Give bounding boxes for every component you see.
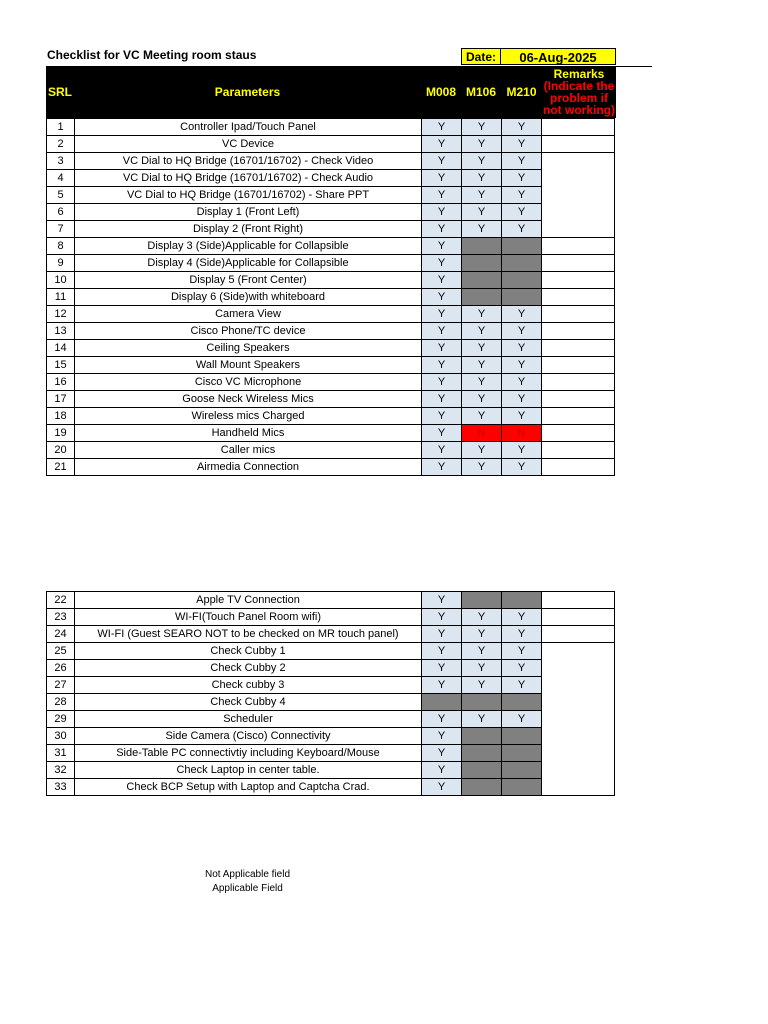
status-cell-m008[interactable]: Y bbox=[422, 272, 462, 289]
table-row bbox=[47, 442, 615, 459]
status-cell-m008[interactable]: Y bbox=[422, 289, 462, 306]
status-cell-m106[interactable]: Y bbox=[462, 153, 502, 170]
row-number-cell: 6 bbox=[47, 204, 75, 221]
parameter-cell: Wireless mics Charged bbox=[75, 408, 422, 425]
column-header-srl bbox=[46, 66, 74, 118]
table-row bbox=[47, 762, 615, 779]
status-cell-m106[interactable]: Y bbox=[462, 323, 502, 340]
status-cell-m008[interactable] bbox=[422, 694, 462, 711]
status-cell-m106[interactable]: Y bbox=[462, 643, 502, 660]
status-cell-m106[interactable]: Y bbox=[462, 357, 502, 374]
row-number-cell: 18 bbox=[47, 408, 75, 425]
status-cell-m210[interactable]: N bbox=[502, 425, 542, 442]
table-row bbox=[47, 170, 615, 187]
legend-not-applicable: Not Applicable field bbox=[204, 869, 291, 880]
table-row bbox=[47, 340, 615, 357]
status-cell-m008[interactable]: Y bbox=[422, 609, 462, 626]
status-cell-m008[interactable]: Y bbox=[422, 357, 462, 374]
parameter-cell: Ceiling Speakers bbox=[75, 340, 422, 357]
row-number-cell: 5 bbox=[47, 187, 75, 204]
status-cell-m106[interactable] bbox=[462, 762, 502, 779]
row-number-cell: 13 bbox=[47, 323, 75, 340]
status-cell-m008[interactable]: Y bbox=[422, 592, 462, 609]
table-row bbox=[47, 592, 615, 609]
status-cell-m008[interactable]: Y bbox=[422, 425, 462, 442]
table-row bbox=[47, 694, 615, 711]
parameter-cell: Check BCP Setup with Laptop and Captcha Crad. bbox=[75, 779, 422, 796]
table-row bbox=[47, 779, 615, 796]
parameter-cell: Caller mics bbox=[75, 442, 422, 459]
parameter-cell: Check Cubby 1 bbox=[75, 643, 422, 660]
parameter-cell: Display 1 (Front Left) bbox=[75, 204, 422, 221]
status-cell-m210[interactable]: Y bbox=[502, 609, 542, 626]
status-cell-m106[interactable] bbox=[462, 728, 502, 745]
column-header-m008-label: M008 bbox=[425, 85, 457, 99]
status-cell-m210[interactable]: Y bbox=[502, 204, 542, 221]
status-cell-m106[interactable]: Y bbox=[462, 374, 502, 391]
remarks-cell[interactable] bbox=[542, 592, 615, 609]
status-cell-m210[interactable] bbox=[502, 238, 542, 255]
row-number-cell: 30 bbox=[47, 728, 75, 745]
table-row bbox=[47, 408, 615, 425]
status-cell-m210[interactable]: Y bbox=[502, 711, 542, 728]
status-cell-m210[interactable]: Y bbox=[502, 643, 542, 660]
table-row bbox=[47, 187, 615, 204]
row-number-cell: 1 bbox=[47, 119, 75, 136]
status-cell-m008[interactable]: Y bbox=[422, 119, 462, 136]
row-number-cell: 33 bbox=[47, 779, 75, 796]
remarks-cell[interactable] bbox=[542, 238, 615, 255]
table-row bbox=[47, 609, 615, 626]
parameter-cell: Cisco VC Microphone bbox=[75, 374, 422, 391]
table-row bbox=[47, 745, 615, 762]
table-row bbox=[47, 255, 615, 272]
row-number-cell: 23 bbox=[47, 609, 75, 626]
status-cell-m106[interactable]: Y bbox=[462, 408, 502, 425]
status-cell-m106[interactable]: N bbox=[462, 425, 502, 442]
parameter-cell: Airmedia Connection bbox=[75, 459, 422, 476]
table-row bbox=[47, 238, 615, 255]
remarks-cell[interactable] bbox=[542, 374, 615, 391]
status-cell-m210[interactable]: Y bbox=[502, 374, 542, 391]
row-number-cell: 10 bbox=[47, 272, 75, 289]
remarks-cell[interactable] bbox=[542, 289, 615, 306]
status-cell-m106[interactable] bbox=[462, 289, 502, 306]
row-number-cell: 7 bbox=[47, 221, 75, 238]
status-cell-m106[interactable] bbox=[462, 255, 502, 272]
remarks-cell[interactable] bbox=[542, 425, 615, 442]
status-cell-m008[interactable]: Y bbox=[422, 323, 462, 340]
table-row bbox=[47, 289, 615, 306]
status-cell-m008[interactable]: Y bbox=[422, 728, 462, 745]
status-cell-m106[interactable]: Y bbox=[462, 187, 502, 204]
table-row bbox=[47, 221, 615, 238]
row-number-cell: 2 bbox=[47, 136, 75, 153]
status-cell-m210[interactable]: Y bbox=[502, 340, 542, 357]
table-row bbox=[47, 425, 615, 442]
column-header-m210-label: M210 bbox=[506, 85, 537, 99]
status-cell-m210[interactable] bbox=[502, 592, 542, 609]
status-cell-m210[interactable] bbox=[502, 289, 542, 306]
remarks-cell[interactable] bbox=[542, 119, 615, 136]
parameter-cell: WI-FI(Touch Panel Room wifi) bbox=[75, 609, 422, 626]
status-cell-m210[interactable]: Y bbox=[502, 136, 542, 153]
table-row bbox=[47, 711, 615, 728]
status-cell-m106[interactable]: Y bbox=[462, 442, 502, 459]
status-cell-m008[interactable]: Y bbox=[422, 153, 462, 170]
status-cell-m210[interactable]: Y bbox=[502, 442, 542, 459]
status-cell-m008[interactable]: Y bbox=[422, 711, 462, 728]
status-cell-m008[interactable]: Y bbox=[422, 170, 462, 187]
row-number-cell: 25 bbox=[47, 643, 75, 660]
column-header-remarks bbox=[542, 66, 616, 118]
status-cell-m106[interactable]: Y bbox=[462, 170, 502, 187]
status-cell-m106[interactable]: Y bbox=[462, 609, 502, 626]
status-cell-m106[interactable]: Y bbox=[462, 306, 502, 323]
parameter-cell: Side Camera (Cisco) Connectivity bbox=[75, 728, 422, 745]
parameter-cell: Camera View bbox=[75, 306, 422, 323]
status-cell-m106[interactable] bbox=[462, 272, 502, 289]
status-cell-m210[interactable]: Y bbox=[502, 119, 542, 136]
status-cell-m008[interactable]: Y bbox=[422, 660, 462, 677]
status-cell-m210[interactable]: Y bbox=[502, 677, 542, 694]
status-cell-m008[interactable]: Y bbox=[422, 643, 462, 660]
parameter-cell: Side-Table PC connectivtiy including Keyboard/Mouse bbox=[75, 745, 422, 762]
status-cell-m008[interactable]: Y bbox=[422, 238, 462, 255]
parameter-cell: Display 5 (Front Center) bbox=[75, 272, 422, 289]
parameter-cell: Display 2 (Front Right) bbox=[75, 221, 422, 238]
table-row bbox=[47, 459, 615, 476]
status-cell-m210[interactable] bbox=[502, 255, 542, 272]
status-cell-m008[interactable]: Y bbox=[422, 442, 462, 459]
row-number-cell: 15 bbox=[47, 357, 75, 374]
status-cell-m008[interactable]: Y bbox=[422, 187, 462, 204]
status-cell-m008[interactable]: Y bbox=[422, 204, 462, 221]
status-cell-m210[interactable]: Y bbox=[502, 357, 542, 374]
column-header-m210 bbox=[501, 66, 542, 118]
remarks-cell[interactable] bbox=[542, 272, 615, 289]
header-rule bbox=[616, 66, 652, 67]
row-number-cell: 9 bbox=[47, 255, 75, 272]
parameter-cell: Check Cubby 2 bbox=[75, 660, 422, 677]
checklist-table-2 bbox=[46, 591, 615, 796]
row-number-cell: 21 bbox=[47, 459, 75, 476]
table-row bbox=[47, 153, 615, 170]
table-row bbox=[47, 728, 615, 745]
remarks-cell[interactable] bbox=[542, 643, 615, 796]
column-header-m106-label: M106 bbox=[465, 85, 497, 99]
table-row bbox=[47, 306, 615, 323]
parameter-cell: VC Dial to HQ Bridge (16701/16702) - Share PPT bbox=[75, 187, 422, 204]
column-header-m008 bbox=[421, 66, 461, 118]
parameter-cell: Scheduler bbox=[75, 711, 422, 728]
table-row bbox=[47, 374, 615, 391]
table-row bbox=[47, 677, 615, 694]
parameter-cell: Controller Ipad/Touch Panel bbox=[75, 119, 422, 136]
table-row bbox=[47, 643, 615, 660]
status-cell-m106[interactable]: Y bbox=[462, 660, 502, 677]
row-number-cell: 16 bbox=[47, 374, 75, 391]
row-number-cell: 8 bbox=[47, 238, 75, 255]
parameter-cell: Display 3 (Side)Applicable for Collapsible bbox=[75, 238, 422, 255]
parameter-cell: Apple TV Connection bbox=[75, 592, 422, 609]
table-row bbox=[47, 391, 615, 408]
sheet-title: Checklist for VC Meeting room staus bbox=[47, 48, 257, 62]
status-cell-m210[interactable] bbox=[502, 779, 542, 796]
parameter-cell: VC Dial to HQ Bridge (16701/16702) - Check Audio bbox=[75, 170, 422, 187]
parameter-cell: VC Dial to HQ Bridge (16701/16702) - Check Video bbox=[75, 153, 422, 170]
column-header-parameters bbox=[74, 66, 421, 118]
table-row bbox=[47, 272, 615, 289]
row-number-cell: 20 bbox=[47, 442, 75, 459]
parameter-cell: Display 4 (Side)Applicable for Collapsible bbox=[75, 255, 422, 272]
status-cell-m008[interactable]: Y bbox=[422, 391, 462, 408]
status-cell-m106[interactable]: Y bbox=[462, 711, 502, 728]
status-cell-m210[interactable]: Y bbox=[502, 170, 542, 187]
status-cell-m210[interactable]: Y bbox=[502, 221, 542, 238]
row-number-cell: 14 bbox=[47, 340, 75, 357]
table-row bbox=[47, 204, 615, 221]
status-cell-m106[interactable] bbox=[462, 694, 502, 711]
status-cell-m210[interactable]: Y bbox=[502, 660, 542, 677]
status-cell-m008[interactable]: Y bbox=[422, 459, 462, 476]
remarks-cell[interactable] bbox=[542, 391, 615, 408]
remarks-cell[interactable] bbox=[542, 340, 615, 357]
remarks-title: Remarks bbox=[553, 67, 605, 81]
status-cell-m008[interactable]: Y bbox=[422, 136, 462, 153]
remarks-cell[interactable] bbox=[542, 609, 615, 626]
status-cell-m008[interactable]: Y bbox=[422, 626, 462, 643]
parameter-cell: Handheld Mics bbox=[75, 425, 422, 442]
table-row bbox=[47, 119, 615, 136]
remarks-cell[interactable] bbox=[542, 306, 615, 323]
status-cell-m210[interactable]: Y bbox=[502, 306, 542, 323]
status-cell-m008[interactable]: Y bbox=[422, 745, 462, 762]
row-number-cell: 32 bbox=[47, 762, 75, 779]
status-cell-m106[interactable]: Y bbox=[462, 626, 502, 643]
status-cell-m210[interactable] bbox=[502, 745, 542, 762]
status-cell-m210[interactable]: Y bbox=[502, 323, 542, 340]
row-number-cell: 22 bbox=[47, 592, 75, 609]
parameter-cell: VC Device bbox=[75, 136, 422, 153]
table-row bbox=[47, 136, 615, 153]
parameter-cell: Cisco Phone/TC device bbox=[75, 323, 422, 340]
row-number-cell: 19 bbox=[47, 425, 75, 442]
status-cell-m106[interactable] bbox=[462, 238, 502, 255]
column-header-m106 bbox=[461, 66, 501, 118]
row-number-cell: 28 bbox=[47, 694, 75, 711]
status-cell-m106[interactable]: Y bbox=[462, 459, 502, 476]
row-number-cell: 17 bbox=[47, 391, 75, 408]
parameter-cell: Display 6 (Side)with whiteboard bbox=[75, 289, 422, 306]
remarks-cell[interactable] bbox=[542, 136, 615, 153]
parameter-cell: WI-FI (Guest SEARO NOT to be checked on MR touch panel) bbox=[75, 626, 422, 643]
row-number-cell: 26 bbox=[47, 660, 75, 677]
status-cell-m106[interactable] bbox=[462, 592, 502, 609]
row-number-cell: 11 bbox=[47, 289, 75, 306]
status-cell-m210[interactable]: Y bbox=[502, 408, 542, 425]
table-row bbox=[47, 626, 615, 643]
remarks-cell[interactable] bbox=[542, 323, 615, 340]
status-cell-m106[interactable] bbox=[462, 779, 502, 796]
parameter-cell: Check cubby 3 bbox=[75, 677, 422, 694]
status-cell-m106[interactable] bbox=[462, 745, 502, 762]
date-value[interactable]: 06-Aug-2025 bbox=[500, 48, 616, 65]
status-cell-m008[interactable]: Y bbox=[422, 408, 462, 425]
status-cell-m210[interactable]: Y bbox=[502, 626, 542, 643]
status-cell-m008[interactable]: Y bbox=[422, 340, 462, 357]
row-number-cell: 3 bbox=[47, 153, 75, 170]
parameter-cell: Check Laptop in center table. bbox=[75, 762, 422, 779]
date-label: Date: bbox=[461, 48, 500, 65]
remarks-cell[interactable] bbox=[542, 153, 615, 238]
status-cell-m210[interactable]: Y bbox=[502, 153, 542, 170]
column-header-parameters-label: Parameters bbox=[214, 85, 281, 99]
status-cell-m106[interactable]: Y bbox=[462, 391, 502, 408]
status-cell-m106[interactable]: Y bbox=[462, 340, 502, 357]
parameter-cell: Goose Neck Wireless Mics bbox=[75, 391, 422, 408]
status-cell-m008[interactable]: Y bbox=[422, 677, 462, 694]
status-cell-m210[interactable]: Y bbox=[502, 391, 542, 408]
status-cell-m106[interactable]: Y bbox=[462, 119, 502, 136]
table-row bbox=[47, 660, 615, 677]
status-cell-m106[interactable]: Y bbox=[462, 204, 502, 221]
remarks-cell[interactable] bbox=[542, 255, 615, 272]
status-cell-m008[interactable]: Y bbox=[422, 762, 462, 779]
status-cell-m008[interactable]: Y bbox=[422, 374, 462, 391]
status-cell-m106[interactable]: Y bbox=[462, 677, 502, 694]
row-number-cell: 27 bbox=[47, 677, 75, 694]
legend-applicable: Applicable Field bbox=[212, 883, 283, 894]
status-cell-m008[interactable]: Y bbox=[422, 779, 462, 796]
remarks-hint: (Indicate the problem if not working) bbox=[543, 79, 615, 117]
status-cell-m106[interactable]: Y bbox=[462, 221, 502, 238]
status-cell-m210[interactable] bbox=[502, 694, 542, 711]
remarks-cell[interactable] bbox=[542, 459, 615, 476]
column-header-srl-label: SRL bbox=[48, 85, 72, 99]
remarks-cell[interactable] bbox=[542, 626, 615, 643]
parameter-cell: Wall Mount Speakers bbox=[75, 357, 422, 374]
remarks-cell[interactable] bbox=[542, 408, 615, 425]
status-cell-m210[interactable]: Y bbox=[502, 187, 542, 204]
parameter-cell: Check Cubby 4 bbox=[75, 694, 422, 711]
status-cell-m008[interactable]: Y bbox=[422, 306, 462, 323]
status-cell-m008[interactable]: Y bbox=[422, 221, 462, 238]
status-cell-m210[interactable] bbox=[502, 762, 542, 779]
table-row bbox=[47, 357, 615, 374]
row-number-cell: 12 bbox=[47, 306, 75, 323]
checklist-table-1 bbox=[46, 118, 615, 476]
status-cell-m210[interactable] bbox=[502, 728, 542, 745]
table-row bbox=[47, 323, 615, 340]
status-cell-m008[interactable]: Y bbox=[422, 255, 462, 272]
status-cell-m210[interactable] bbox=[502, 272, 542, 289]
row-number-cell: 29 bbox=[47, 711, 75, 728]
row-number-cell: 24 bbox=[47, 626, 75, 643]
remarks-cell[interactable] bbox=[542, 442, 615, 459]
remarks-cell[interactable] bbox=[542, 357, 615, 374]
status-cell-m210[interactable]: Y bbox=[502, 459, 542, 476]
status-cell-m106[interactable]: Y bbox=[462, 136, 502, 153]
row-number-cell: 31 bbox=[47, 745, 75, 762]
row-number-cell: 4 bbox=[47, 170, 75, 187]
